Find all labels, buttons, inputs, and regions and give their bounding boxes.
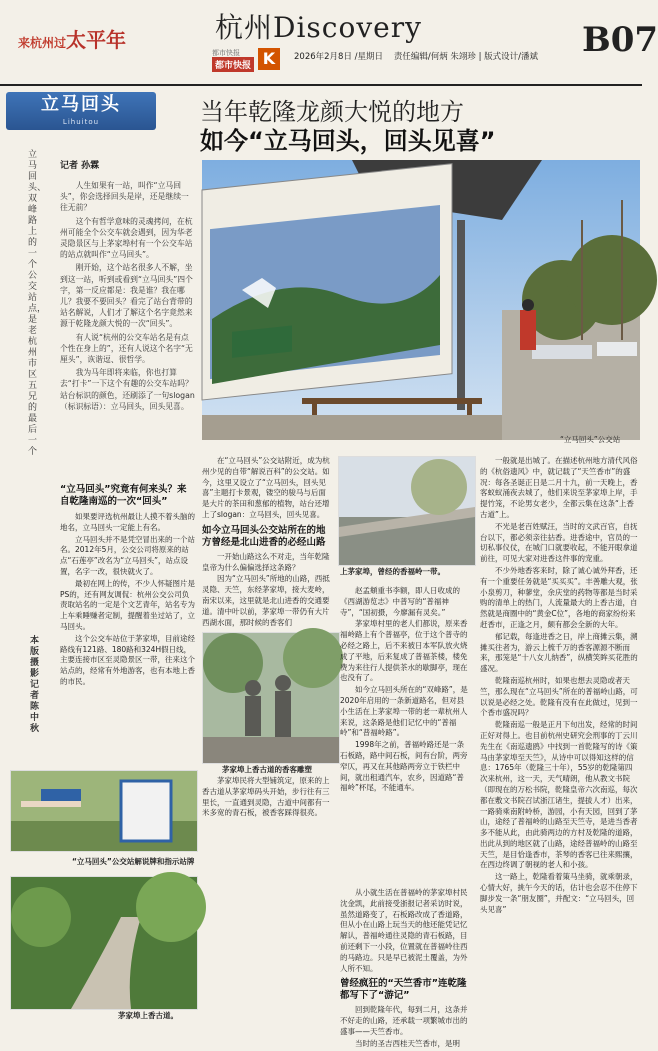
section-title: 杭州Discovery xyxy=(215,11,422,44)
paragraph: 茅家埠村里的老人们都说，原来香福岭路上有个普福亭，位于这个普寺的必经之路上，后不来被日本军队放火烧成了平地，后来复成了普福茶楼，楼免费为来往行人提供茶水的歇脚亭，现在也没有了。 xyxy=(340,619,468,683)
paragraph: 乾隆南巡一般是正月下旬出发，经常的时间正好对得上。也目前杭州史研究会刑事的丁云川先生在《南巡遗鸥》中找到一首乾隆写的诗《策马由茅家埠至天竺》，从诗中可以得知这样的信息：1765年（乾隆三十年），55岁的乾隆第四次来杭州，这一天，天气晴朗，他从教文书院（即现在的万松书院，乾隆皇帝六次南巡，每次都在敷文书院召试浙江诸生，提拔人才）出来，一路骑乘南附岭桥，游园，小有天园，回到了茅山，途经了普福岭的山路至天竺寺，是进当香者多不能从此，由此骑两边的方村及乾隆的道路，出此从到的地区就了山路，途经普福岭的山路至天竺，是目恰逢香市，茶琴的香客已往来熙攘，在西边终调了朝视的老人和小孩。 xyxy=(480,720,638,870)
subhead-2: 如今立马回头公交站所在的地方曾经是北山进香的必经山路 xyxy=(202,524,326,548)
photo-xiangfu-ridge-caption: 上茅家埠，曾经的香福岭一带。 xyxy=(340,567,445,576)
paragraph: 因为“立马回头”所地的山路，西抵灵隐、天竺，东经茅家埠，接大麦岭，南宋以来，这里就是北山进香的交通要道。清中叶以前，茅家埠一带仍有大片西湖水面，那时候的香客们 xyxy=(202,574,330,627)
main-photo-bus-stop xyxy=(202,160,640,440)
paragraph: 如果要评选杭州最让人摸不着头脑的地名，立马回头一定能上有名。 xyxy=(60,512,195,532)
station-sign-illustration xyxy=(11,771,197,851)
brand-slogan xyxy=(18,24,126,53)
section-2-body xyxy=(202,552,330,629)
paragraph: 1998年之前，普福岭路还是一条石板路，路中间石板，间有台阶，两旁窄仄，再又在其他路两旁立于铁栏中间，就出租通汽车，农乡，因道路“普福岭”杯尾，不能通车。 xyxy=(340,740,468,793)
ancient-path-illustration xyxy=(11,877,197,1009)
bus-stop-illustration xyxy=(202,160,640,440)
intro-text xyxy=(60,180,195,414)
photo-ancient-path xyxy=(10,876,198,1010)
photo-ancient-path-caption: 茅家埠上香古道。 xyxy=(118,1011,178,1020)
ridge-illustration xyxy=(339,457,475,565)
logo-small-text: 都市快报 xyxy=(212,49,240,57)
paragraph: 乾隆南巡杭州时，如果也想去灵隐或者天竺，那么现在“立马回头”所在的普福岭山路，可以说是必经之处。乾隆有没有在此做过，见到一个香市盛况吗？ xyxy=(480,675,638,718)
section-3-body-cont xyxy=(202,776,330,819)
section-3-body xyxy=(340,586,470,794)
logo-k-icon: K xyxy=(258,48,280,70)
intro-paragraph: 有人说“杭州的公交车站名是有点个性在身上的”，还有人说这个名字“无厘头”，诙谐逗、很哲学。 xyxy=(60,332,193,365)
dateline xyxy=(294,50,538,62)
section-4-body xyxy=(480,456,638,915)
subhead-3: 曾经疯狂的“天竺香市”连乾隆都写下了“游记” xyxy=(340,978,467,1002)
main-photo-caption: “立马回头”公交站 xyxy=(560,435,621,444)
headline-line2: 如今“立马回头，回头见喜” xyxy=(200,127,496,155)
paragraph: 回到乾隆年代，每到二月，这条并不好走的山路，还承载一项繁城市出的盛事——天竺香市。 xyxy=(340,1005,468,1036)
paragraph: 一般就是出城了。在描述杭州地方清代风俗的《杭俗遗风》中，就记载了“天竺香市”的盛况：每各圣诞正日是二月十九，前一天晚上，香客蚁蚁涌夜去城了，他们来说至茅家埠上岸，手提竹笼，不论男女老少，全都云集在这条“上香古道”上。 xyxy=(480,456,638,519)
placard-pinyin: Lihuitou xyxy=(62,118,100,126)
photo-pilgrim-sculpture xyxy=(202,632,340,764)
column-3 xyxy=(340,586,470,795)
column-2-lower xyxy=(202,776,330,820)
paragraph: 最初在网上的传，不少人怀疑图片是PS的，还有网友调侃：杭州公交公司负责取站名的一定是个文艺青年，站名专为上车乘睡赚者定制，提醒着坐过站了，立马回头。 xyxy=(60,578,195,631)
paragraph: 不光是老百姓赋汪，当时的文武百官，自抚台以下，都必须亲往拈香。进香途中，官员的一切私事仪仗，在城门口就要收起，不能开眼拿道前往，可见大家对进香这件事的宠重。 xyxy=(480,521,638,564)
station-placard xyxy=(6,92,156,130)
headline-line1: 当年乾隆龙颜大悦的地方 xyxy=(200,98,464,126)
brand-main: 太平年 xyxy=(66,28,127,52)
paragraph: 如今立马回头所在的“双峰路”，是2020年启用的一条新道路名，但对县小生活在上茅家埠一带的老一辈杭州人来说，这条路是他们记忆中的“普福岭”和“普福岭路”。 xyxy=(340,685,468,738)
intro-paragraph: 刚开始，这个站名很多人不解，坐到这一站，听到或看到“立马回头”四个字，第一反应都是：我是谁？我在哪儿？我要不要回头？看完了站台背带的站名解说，人们才了解这个名字竟然来源于乾隆龙颜大悦的一次“回头”。 xyxy=(60,263,193,329)
paragraph: 从小就生活在普福岭的茅家埠村民沈金凯，此前接受浙报记者采访时说，虽然道路变了，石板路改成了香道路，但从小在山路上玩当天的他还能凭记忆解认，普福岭通往灵隐的青石板路，目前还剩下一小段，位置就在普福岭往西的马路边。只是早已被泥土覆盖，为外人所不知。 xyxy=(340,888,468,973)
column-1 xyxy=(60,484,195,689)
placard-text: 立马回头 xyxy=(41,94,121,115)
intro-paragraph: 这个有哲学意味的灵魂拷问，在杭州可能全个公交车就会遇到，因为华老灵隐景区与上茅家埠村有一个公交车站的站点就叫作“立马回头”。 xyxy=(60,216,193,260)
section-2-intro xyxy=(202,456,330,521)
byline: 记者 孙霖 xyxy=(60,161,100,171)
paragraph: 这个公交车站位于茅家埠，目前途经路线有121路、180路和324H假日线，主要连接市区至灵隐景区一带，往来这个站点的，经常有外地游客，也有本地上香的市民。 xyxy=(60,633,195,686)
photo-xiangfu-ridge xyxy=(338,456,476,566)
paragraph: 这一路上，乾隆看着策马坐骑，就乘朝录，心情大好，挑午今天的话，估计也会忍不住停下脚步发一条“朋友圈”，并配文：“立马回头，回头见喜” xyxy=(480,872,638,914)
subhead-1: “立马回头”究竟有何来头？来自乾隆南巡的一次“回头” xyxy=(60,484,187,507)
photo-station-sign xyxy=(10,770,198,852)
paragraph: 在“立马回头”公交站附近，成为杭州少见的自带“解说百科”的公交站。如今，这里又设立了“立马回头，回头见喜”主题打卡景观，镂空的骏马与后面是大片的茶田和葱郁的植物，站台还增上了slogan：立马回头，回头见喜。 xyxy=(202,456,330,519)
editors: 责任编辑/何炳 朱翊珍 | 版式设计/潘斌 xyxy=(393,52,539,62)
paragraph: 茅家埠民将大型铺筑定，原来的上香古道从茅家埠码头开始，步行往有三里长，一直通到灵隐，古道中间都有一米多宽的青石板，被香客踩得很亮。 xyxy=(202,776,330,818)
paragraph: 当时的圣吉西桂天竺香市，是明 xyxy=(355,1038,460,1048)
intro-paragraph: 人生如果有一站，叫作“立马回头”，你会选择回头是岸，还是继续一往无前？ xyxy=(60,181,189,213)
paragraph: 立马回头并不是凭空冒出来的一个站名。2012年5月，公交公司将原来的站点“石莲亭”改名为“立马回头”，站点设置，名字一改，很快就火了。 xyxy=(60,534,195,576)
section-3-body-late xyxy=(340,888,470,974)
vertical-caption: 立马回头、双峰路上的一个公交站点，是老杭州市区五兄的最后一个 xyxy=(28,150,47,457)
intro-paragraph: 我为马年即将来临，你也打算去“打卡”一下这个有趣的公交车站吗？站台标识的颜色，还刷添了一句slogan（标识标语）：立马回头，回头见喜。 xyxy=(60,368,195,411)
issue-date: 2026年2月8日 /星期日 xyxy=(294,52,384,62)
sculpture-illustration xyxy=(203,633,339,763)
photo-credit: 本版摄影 记者 陈中秋 xyxy=(30,636,40,734)
column-4 xyxy=(480,456,638,916)
page-number: B07 xyxy=(582,20,658,60)
section-3-tail xyxy=(340,1005,470,1049)
paragraph: 郁记载，每逢进香之日，岸上商摊云集，溯摊买往者为，游云上梳千万的香客源源不断而来，那笼是“十八女儿纳香”，纵横笑眸买花胜的盛况。 xyxy=(480,631,638,674)
paragraph: 不少外地香客来时，除了诚心诚外拜香，还有一个重要任务就是“买买买”。丰善雕大观，张小泉剪刀，种蓼堂，余庆堂的药物等都是当时采购的清单上的热门，人流量最大的上香古道，自然就是商圈中的“黄金C位”，各地的商家纷纷来赶香市，正逢之月，颇有都会全新的大年。 xyxy=(480,565,638,629)
column-3-lower xyxy=(340,888,470,1051)
section-1-body xyxy=(60,512,195,688)
paragraph: 赵孟頫重书李额，即人日收成的《西湖游览志》中普写的“普福神寺”，“国初摄，今廖漏有灵矣。” xyxy=(340,586,460,617)
paragraph: 一开始山路这么不对走，当年乾隆皇帝为什么偏偏选择这条路？ xyxy=(202,551,330,572)
photo-station-sign-caption: “立马回头”公交站解说牌和指示站牌 xyxy=(72,857,195,866)
brand-prefix: 来杭州过 xyxy=(18,36,67,50)
column-2 xyxy=(202,456,330,629)
logo-red: 都市快报 xyxy=(212,57,254,72)
photo-pilgrim-sculpture-caption: 茅家埠上香古道的香客雕塑 xyxy=(222,765,312,774)
